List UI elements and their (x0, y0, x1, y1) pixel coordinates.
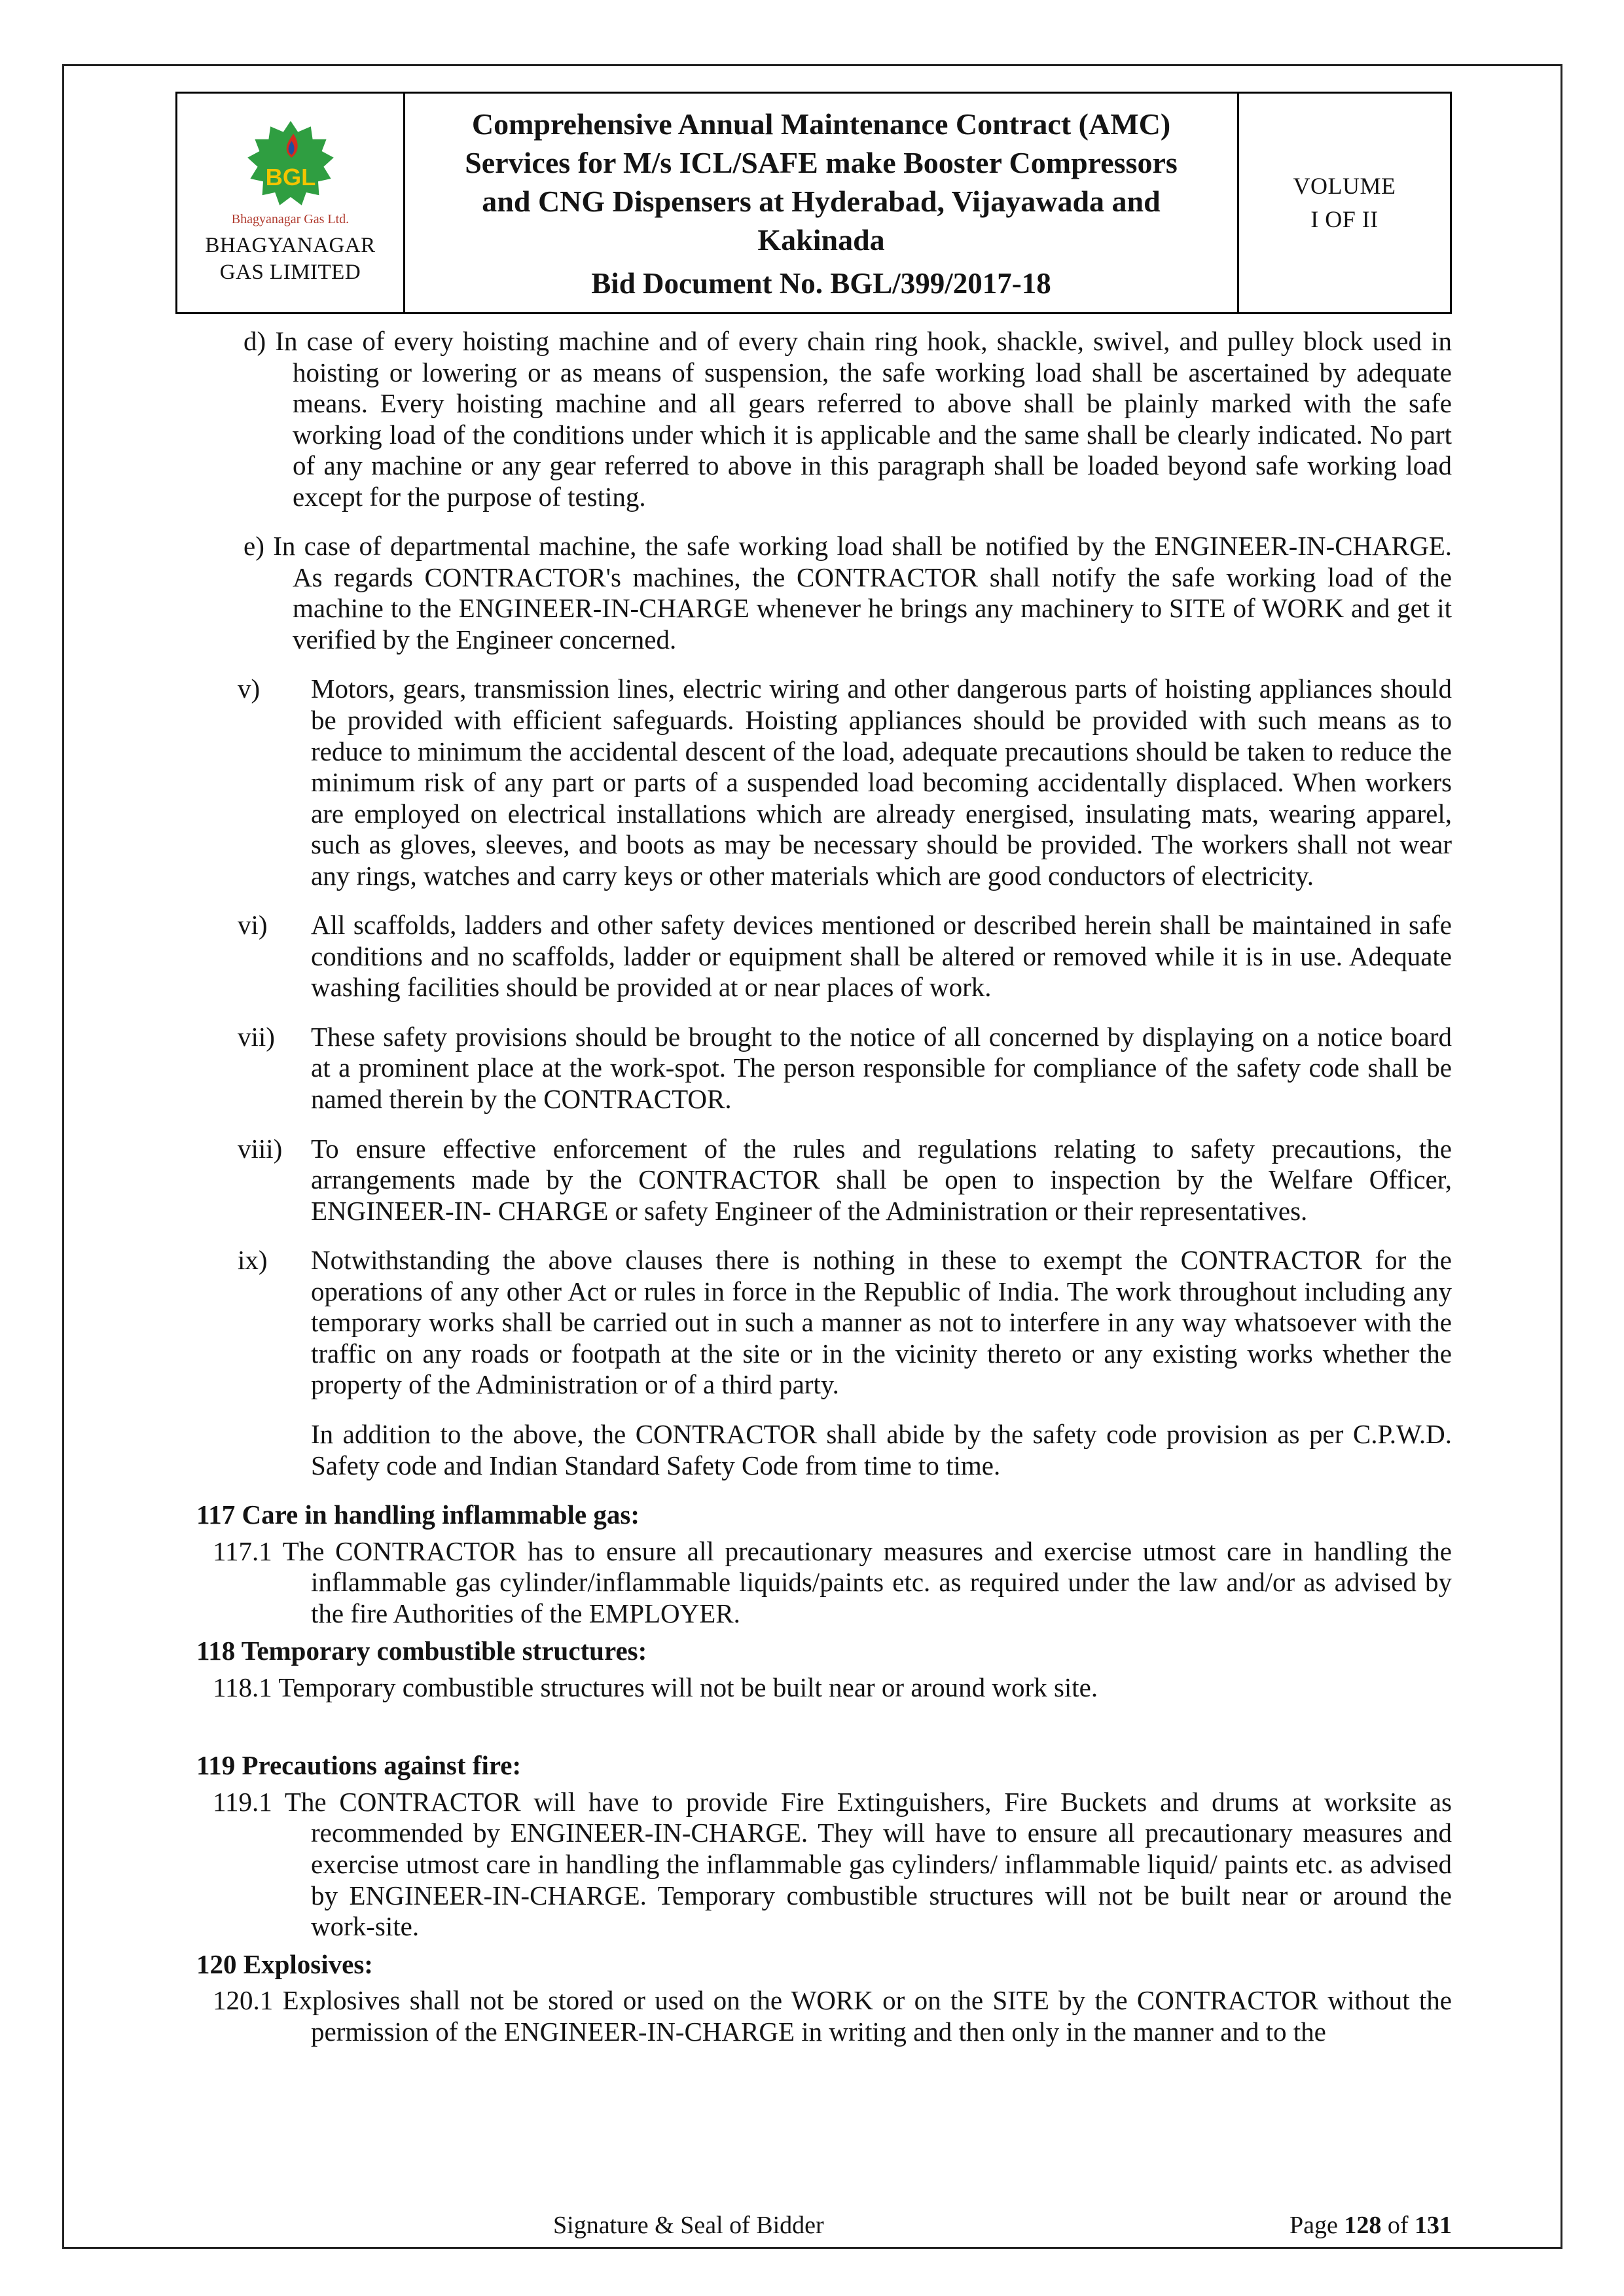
clause-viii (196, 1134, 1452, 1227)
clause-text: To ensure effective enforcement of the rules and regulations relating to safety precautions, the arrangements made by the CONTRACTOR shall be open to inspection by the Welfare Officer, ENGINEER-IN- CHARGE or safety Engineer of the Administration or their representatives. (311, 1133, 1452, 1226)
clause-marker: 118.1 (213, 1672, 272, 1702)
doc-header-table (175, 92, 1452, 314)
clause-text: The CONTRACTOR will have to provide Fire Extinguishers, Fire Buckets and drums at worksite as recommended by ENGINEER-IN-CHARGE. They will have to ensure all precautionary measures and exercise utmost care in handling the inflammable gas cylinders/ inflammable liquid/ paints etc. as advised by ENGINEER-IN-CHARGE. Temporary combustible structures will not be built near or around the work-site. (284, 1786, 1452, 1942)
clause-118-1 (196, 1672, 1452, 1704)
page-separator: of (1381, 2212, 1415, 2239)
clause-marker: viii) (238, 1133, 283, 1164)
clause-v (196, 673, 1452, 891)
section-heading-117: 117 Care in handling inflammable gas: (196, 1499, 640, 1530)
page-indicator (1290, 2211, 1452, 2240)
clause-120-1 (196, 1985, 1452, 2047)
org-name-line1: BHAGYANAGAR (205, 234, 376, 257)
clause-ix (196, 1245, 1452, 1401)
signature-label: Signature & Seal of Bidder (553, 2212, 824, 2239)
document-body (196, 326, 1452, 2054)
logo-acronym: BGL (265, 163, 316, 190)
closing-paragraph: In addition to the above, the CONTRACTOR shall abide by the safety code provision as per C.P.W.D. Safety code and Indian Standard Safety Code from time to time. (311, 1418, 1452, 1480)
bgl-logo-icon (242, 119, 340, 211)
doc-title-line1: Comprehensive Annual Maintenance Contract (AMC) (471, 107, 1171, 141)
clause-e (196, 531, 1452, 655)
clause-marker: 119.1 (213, 1786, 272, 1817)
doc-title (422, 105, 1220, 260)
clause-marker: 120.1 (213, 1985, 274, 2016)
logo-cell (177, 94, 405, 312)
clause-text: All scaffolds, ladders and other safety devices mentioned or described herein shall be maintained in safe conditions and no scaffolds, ladder or equipment shall be altered or removed while it is in use. Adequate washing facilities should be provided at or near places of work. (311, 910, 1452, 1003)
volume-line1: VOLUME (1293, 173, 1396, 200)
doc-title-line4: Kakinada (757, 223, 885, 257)
logo-caption: Bhagyanagar Gas Ltd. (231, 212, 350, 226)
clause-text: Motors, gears, transmission lines, electric wiring and other dangerous parts of hoisting appliances should be provided with efficient safeguards. Hoisting appliances should be provided with such means as to reduce to minimum the accidental descent of the load, adequate precautions should be taken to reduce the minimum risk of any part or parts of a suspended load becoming accidentally displaced. When workers are employed on electrical installations which are already energised, insulating mats, wearing apparel, such as gloves, sleeves, and boots as may be necessary should be provided. The workers shall not wear any rings, watches and carry keys or other materials which are good conductors of electricity. (311, 673, 1452, 891)
section-heading-118: 118 Temporary combustible structures: (196, 1636, 647, 1666)
clause-vii (196, 1022, 1452, 1115)
doc-number: Bid Document No. BGL/399/2017-18 (591, 266, 1051, 300)
volume-cell (1239, 94, 1450, 312)
clause-119-1 (196, 1787, 1452, 1943)
doc-title-line3: and CNG Dispensers at Hyderabad, Vijayawada and (482, 184, 1161, 218)
clause-text: Temporary combustible structures will not be built near or around work site. (278, 1672, 1098, 1702)
clause-text: Explosives shall not be stored or used on the WORK or on the SITE by the CONTRACTOR without the permission of the ENGINEER-IN-CHARGE in writing and then only in the manner and to the (282, 1985, 1453, 2047)
clause-text: These safety provisions should be brought to the notice of all concerned by displaying on a notice board at a prominent place at the work-spot. The person responsible for compliance of the safety code shall be named therein by the CONTRACTOR. (311, 1021, 1452, 1115)
clause-marker: d) (244, 326, 266, 356)
volume-line2: I OF II (1310, 206, 1379, 232)
page-total: 131 (1415, 2212, 1452, 2239)
clause-marker: ix) (238, 1245, 268, 1276)
doc-title-line2: Services for M/s ICL/SAFE make Booster Compressors (465, 145, 1178, 179)
org-name-line2: GAS LIMITED (219, 260, 361, 285)
clause-d (196, 326, 1452, 512)
clause-marker: vii) (238, 1021, 275, 1052)
title-cell (405, 94, 1239, 312)
org-name (205, 232, 375, 287)
clause-text: Notwithstanding the above clauses there is nothing in these to exempt the CONTRACTOR for the operations of any other Act or rules in force in the Republic of India. The work throughout including any temporary works shall be carried out in such a manner as not to interfere in any way whatsoever with the traffic on any roads or footpath at the site or in the vicinity thereto or any existing works whether the property of the Administration or of a third party. (311, 1245, 1452, 1400)
clause-marker: vi) (238, 910, 268, 941)
clause-117-1 (196, 1536, 1452, 1630)
clause-vi (196, 910, 1452, 1003)
page-footer (196, 2211, 1452, 2242)
clause-marker: e) (244, 531, 264, 562)
section-heading-119: 119 Precautions against fire: (196, 1750, 522, 1781)
section-heading-120: 120 Explosives: (196, 1948, 373, 1979)
page-number: 128 (1344, 2212, 1382, 2239)
clause-marker: v) (238, 673, 261, 704)
clause-marker: 117.1 (213, 1535, 272, 1566)
clause-text: In case of departmental machine, the safe working load shall be notified by the ENGINEER-IN-CHARGE. As regards CONTRACTOR's machines, the CONTRACTOR shall notify the safe working load of the machine to the ENGINEER-IN-CHARGE whenever he brings any machinery to SITE of WORK and get it verified by the Engineer concerned. (273, 531, 1453, 655)
clause-text: In case of every hoisting machine and of every chain ring hook, shackle, swivel, and pulley block used in hoisting or lowering or as means of suspension, the safe working load shall be ascertained by adequate means. Every hoisting machine and all gears referred to above shall be plainly marked with the safe working load of the conditions under which it is applicable and the same shall be clearly indicated. No part of any machine or any gear referred to above in this paragraph shall be loaded beyond safe working load except for the purpose of testing. (275, 326, 1453, 512)
page-prefix: Page (1289, 2212, 1344, 2239)
clause-text: The CONTRACTOR has to ensure all precautionary measures and exercise utmost care in handling the inflammable gas cylinder/inflammable liquids/paints etc. as required under the law and/or as advised by the fire Authorities of the EMPLOYER. (282, 1535, 1452, 1628)
